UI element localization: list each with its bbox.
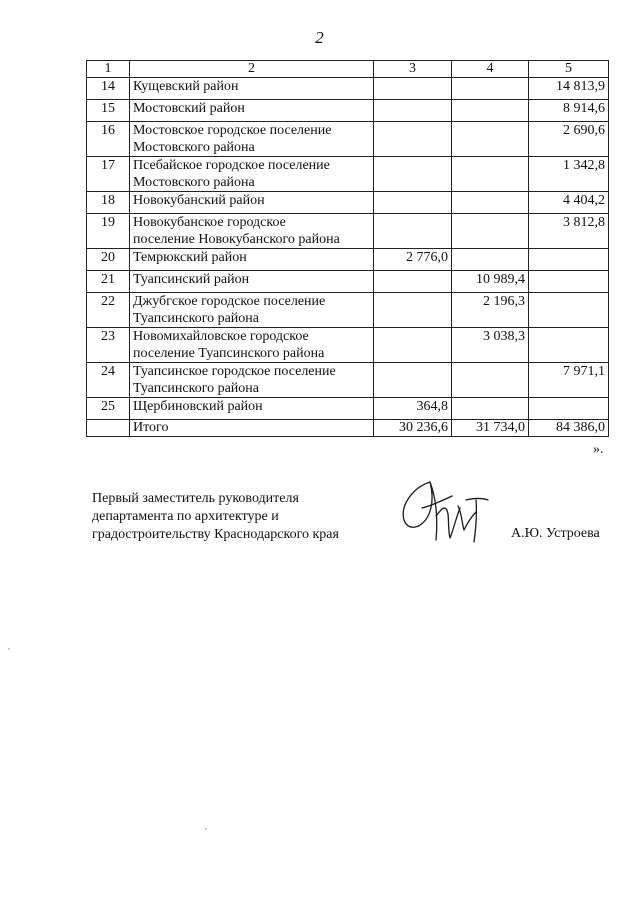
table-row: [87, 122, 609, 157]
row-number: 24: [87, 363, 130, 398]
row-value-col4: [452, 214, 529, 249]
row-name: Мостовский район: [130, 100, 374, 122]
row-value-col3: [374, 363, 452, 398]
table-row: [87, 214, 609, 249]
row-value-col4: [452, 122, 529, 157]
row-value-col5: 8 914,6: [529, 100, 609, 122]
table-row: [87, 271, 609, 293]
row-value-col4: [452, 249, 529, 271]
row-number: 16: [87, 122, 130, 157]
row-value-col4: [452, 78, 529, 100]
row-number: 23: [87, 328, 130, 363]
table-total-row: [87, 420, 609, 437]
signatory-title: Первый заместитель руководителя департамента по архитектуре и градостроительству Краснодарского края: [92, 491, 339, 542]
total-label: Итого: [130, 420, 374, 437]
row-value-col5: [529, 328, 609, 363]
row-value-col3: [374, 328, 452, 363]
scan-speck: [205, 828, 207, 830]
total-number: [87, 420, 130, 437]
row-name: Темрюкский район: [130, 249, 374, 271]
row-value-col5: 14 813,9: [529, 78, 609, 100]
column-header: 1: [87, 61, 130, 78]
row-name: Щербиновский район: [130, 398, 374, 420]
row-value-col5: 3 812,8: [529, 214, 609, 249]
row-name: Новокубанский район: [130, 192, 374, 214]
column-header: 5: [529, 61, 609, 78]
row-value-col5: 1 342,8: [529, 157, 609, 192]
row-number: 25: [87, 398, 130, 420]
row-number: 21: [87, 271, 130, 293]
total-value-col4: 31 734,0: [452, 420, 529, 437]
row-value-col3: [374, 293, 452, 328]
row-value-col3: [374, 271, 452, 293]
row-value-col4: [452, 157, 529, 192]
row-value-col3: [374, 100, 452, 122]
row-name: Новомихайловское городское поселение Туапсинского района: [130, 328, 374, 363]
row-value-col5: [529, 293, 609, 328]
row-value-col5: [529, 249, 609, 271]
row-name: Мостовское городское поселение Мостовского района: [130, 122, 374, 157]
row-value-col3: [374, 122, 452, 157]
row-name: Туапсинский район: [130, 271, 374, 293]
row-number: 22: [87, 293, 130, 328]
row-name: Псебайское городское поселение Мостовского района: [130, 157, 374, 192]
table-row: [87, 100, 609, 122]
signatory-name: А.Ю. Устроева: [511, 526, 600, 541]
row-value-col3: [374, 78, 452, 100]
total-value-col3: 30 236,6: [374, 420, 452, 437]
column-header: 4: [452, 61, 529, 78]
scan-speck: [8, 648, 10, 650]
table-row: [87, 398, 609, 420]
row-number: 19: [87, 214, 130, 249]
row-number: 20: [87, 249, 130, 271]
row-value-col5: 4 404,2: [529, 192, 609, 214]
table-row: [87, 78, 609, 100]
row-value-col4: [452, 363, 529, 398]
table-row: [87, 293, 609, 328]
row-value-col4: [452, 398, 529, 420]
closing-quote: ».: [593, 442, 604, 457]
total-value-col5: 84 386,0: [529, 420, 609, 437]
row-value-col5: [529, 271, 609, 293]
row-value-col4: [452, 192, 529, 214]
column-header: 3: [374, 61, 452, 78]
row-value-col3: [374, 214, 452, 249]
row-name: Туапсинское городское поселение Туапсинского района: [130, 363, 374, 398]
row-value-col3: [374, 192, 452, 214]
funding-table: [86, 60, 609, 437]
table-row: [87, 249, 609, 271]
row-value-col3: 2 776,0: [374, 249, 452, 271]
table-row: [87, 363, 609, 398]
row-value-col4: [452, 100, 529, 122]
row-name: Джубгское городское поселение Туапсинского района: [130, 293, 374, 328]
row-number: 18: [87, 192, 130, 214]
row-number: 15: [87, 100, 130, 122]
row-name: Новокубанское городское поселение Новокубанского района: [130, 214, 374, 249]
table-row: [87, 328, 609, 363]
handwritten-signature-icon: [392, 478, 492, 552]
row-value-col4: 10 989,4: [452, 271, 529, 293]
row-value-col4: 3 038,3: [452, 328, 529, 363]
row-value-col5: 7 971,1: [529, 363, 609, 398]
row-value-col3: [374, 157, 452, 192]
row-number: 14: [87, 78, 130, 100]
row-name: Кущевский район: [130, 78, 374, 100]
table-header-row: [87, 61, 609, 78]
column-header: 2: [130, 61, 374, 78]
row-value-col4: 2 196,3: [452, 293, 529, 328]
table-row: [87, 192, 609, 214]
row-value-col5: [529, 398, 609, 420]
row-value-col5: 2 690,6: [529, 122, 609, 157]
row-number: 17: [87, 157, 130, 192]
row-value-col3: 364,8: [374, 398, 452, 420]
page-number: 2: [315, 28, 325, 47]
table-row: [87, 157, 609, 192]
